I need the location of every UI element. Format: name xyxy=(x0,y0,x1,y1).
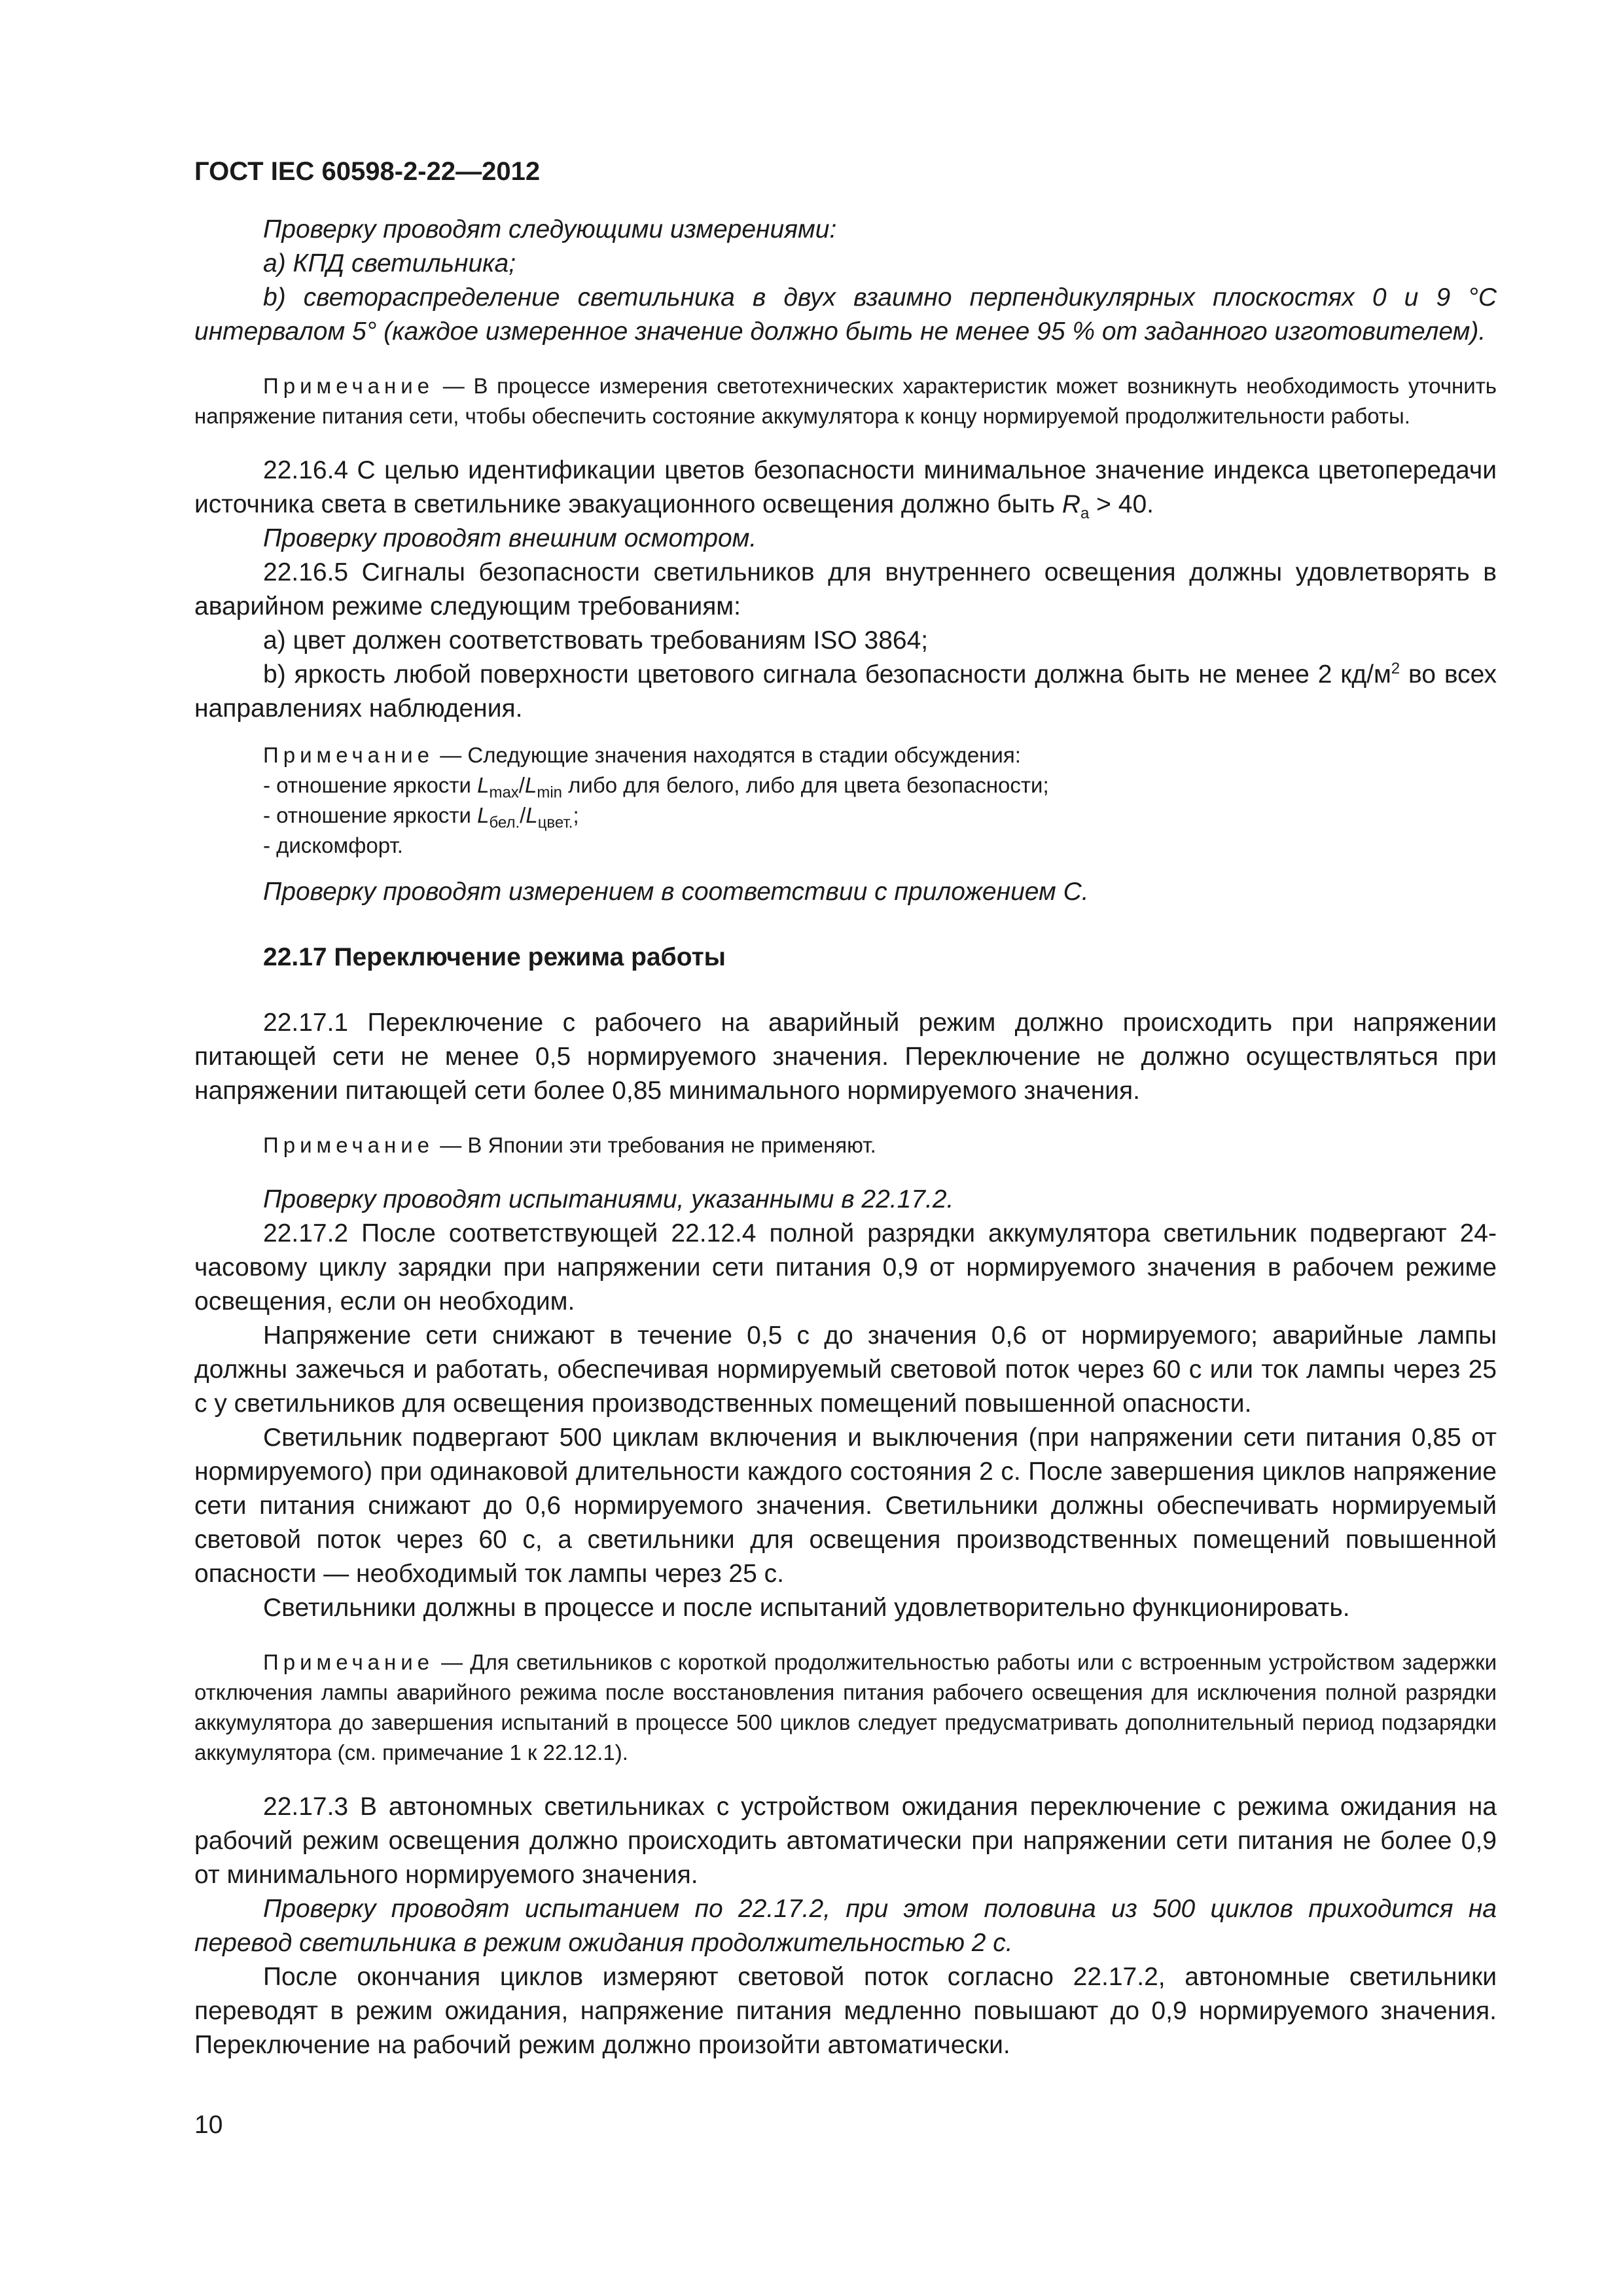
page-content xyxy=(194,157,1497,2062)
text: ; xyxy=(573,803,579,827)
text: b) яркость любой поверхности цветового сигнала безопасности должна быть не менее 2 кд/м xyxy=(263,660,1391,689)
subscript: a xyxy=(1080,504,1090,522)
paragraph-500-cycles: Светильник подвергают 500 циклам включения и выключения (при напряжении сети питания 0,85 от нормируемого) при одинаковой длительности каждого состояния 2 с. После завершения циклов напряжение сети питания снижают до 0,6 нормируемого значения. Светильники должны обеспечивать нормируемый световой поток через 60 с, а светильники для освещения производственных помещений повышенной опасности — необходимый ток лампы через 25 с. xyxy=(194,1424,1497,1588)
symbol-L: L xyxy=(477,773,490,797)
list-item-22-16-5-a: a) цвет должен соответствовать требованиям ISO 3864; xyxy=(263,626,929,655)
subscript: цвет. xyxy=(537,814,573,832)
superscript: 2 xyxy=(1391,660,1400,677)
note-2-item-3: - дискомфорт. xyxy=(263,833,403,857)
paragraph-22-17-1: 22.17.1 Переключение с рабочего на аварийный режим должно происходить при напряжении питающей сети не менее 0,5 нормируемого значения. Переключение не должно осуществляться при напряжении питающей сети более 0,85 минимального нормируемого значения. xyxy=(194,1009,1497,1105)
text: > 40. xyxy=(1089,490,1154,518)
text: 22.16.4 С целью идентификации цветов безопасности минимальное значение индекса цветопередачи источника света в светильнике эвакуационного освещения должно быть xyxy=(194,456,1497,518)
paragraph-voltage-reduction: Напряжение сети снижают в течение 0,5 с до значения 0,6 от нормируемого; аварийные лампы должны зажечься и работать, обеспечивая нормируемый световой поток через 60 с или ток лампы через 25 с у светильников для освещения производственных помещений повышенной опасности. xyxy=(194,1321,1497,1418)
paragraph-22-17-2: 22.17.2 После соответствующей 22.12.4 полной разрядки аккумулятора светильник подвергают 24-часовому циклу зарядки при напряжении сети питания 0,9 от нормируемого значения в рабочем режиме освещения, если он необходим. xyxy=(194,1219,1497,1316)
symbol-L: L xyxy=(526,803,538,827)
subscript: бел. xyxy=(489,814,520,832)
paragraph-check-appendix-c: Проверку проводят измерением в соответствии с приложением С. xyxy=(263,878,1089,906)
note-3-text: — В Японии эти требования не применяют. xyxy=(440,1133,876,1157)
list-item-22-16-5-b xyxy=(194,658,1497,726)
subscript: max xyxy=(489,783,519,802)
page-number: 10 xyxy=(194,2111,223,2139)
note-label: Примечание xyxy=(263,1650,435,1674)
note-4 xyxy=(194,1647,1497,1768)
note-label: Примечание xyxy=(263,1133,435,1157)
subscript: min xyxy=(537,783,562,802)
note-2-item-2 xyxy=(194,800,1497,831)
paragraph-22-16-5: 22.16.5 Сигналы безопасности светильников для внутреннего освещения должны удовлетворять в аварийном режиме следующим требованиям: xyxy=(194,558,1497,620)
note-1 xyxy=(194,371,1497,431)
note-2-item-1 xyxy=(194,770,1497,800)
paragraph-check-22-17-3: Проверку проводят испытанием по 22.17.2, при этом половина из 500 циклов приходится на перевод светильника в режим ожидания продолжительностью 2 с. xyxy=(194,1895,1497,1957)
list-item-b: b) светораспределение светильника в двух взаимно перпендикулярных плоскостях 0 и 9 °С интервалом 5° (каждое измеренное значение должно быть не менее 95 % от заданного изготовителем). xyxy=(194,283,1497,346)
text: / xyxy=(520,803,526,827)
note-3 xyxy=(194,1130,1497,1160)
text: - отношение яркости xyxy=(263,803,478,827)
note-label: Примечание xyxy=(263,374,435,398)
text: - отношение яркости xyxy=(263,773,478,797)
note-2-text: — Следующие значения находятся в стадии обсуждения: xyxy=(440,743,1021,767)
text: / xyxy=(518,773,525,797)
symbol-L: L xyxy=(524,773,537,797)
paragraph-after-cycles: После окончания циклов измеряют световой поток согласно 22.17.2, автономные светильники переводят в режим ожидания, напряжение питания медленно повышают до 0,9 нормируемого значения. Переключение на рабочий режим должно произойти автоматически. xyxy=(194,1963,1497,2059)
paragraph-check-visual: Проверку проводят внешним осмотром. xyxy=(263,524,757,552)
note-4-text: — Для светильников с короткой продолжительностью работы или с встроенным устройством задержки отключения лампы аварийного режима после восстановления питания рабочего освещения для исключения полной разрядки аккумулятора до завершения испытаний в процессе 500 циклов следует предусматривать дополнительный период подзарядки аккумулятора (см. примечание 1 к 22.12.1). xyxy=(194,1650,1497,1765)
symbol-L: L xyxy=(477,803,490,827)
note-label: Примечание xyxy=(263,743,435,767)
text: либо для белого, либо для цвета безопасности; xyxy=(562,773,1049,797)
document-header: ГОСТ IEC 60598-2-22—2012 xyxy=(194,157,541,186)
section-heading-22-17: 22.17 Переключение режима работы xyxy=(263,943,726,971)
paragraph-22-16-4 xyxy=(194,454,1497,522)
symbol-R: R xyxy=(1061,490,1080,518)
note-2 xyxy=(194,740,1497,770)
paragraph-22-17-3: 22.17.3 В автономных светильниках с устройством ожидания переключение с режима ожидания на рабочий режим освещения должно происходить автоматически при напряжении сети питания не более 0,9 от минимального нормируемого значения. xyxy=(194,1793,1497,1889)
paragraph-check-22-17-2: Проверку проводят испытаниями, указанными в 22.17.2. xyxy=(263,1185,954,1213)
paragraph-check-measurements: Проверку проводят следующими измерениями: xyxy=(263,215,837,243)
paragraph-functioning: Светильники должны в процессе и после испытаний удовлетворительно функционировать. xyxy=(263,1594,1350,1622)
text: во всех направлениях наблюдения. xyxy=(194,660,1497,723)
note-1-text: — В процессе измерения светотехнических характеристик может возникнуть необходимость уточнить напряжение питания сети, чтобы обеспечить состояние аккумулятора к концу нормируемой продолжительности работы. xyxy=(194,374,1497,428)
list-item-a: a) КПД светильника; xyxy=(263,249,516,278)
